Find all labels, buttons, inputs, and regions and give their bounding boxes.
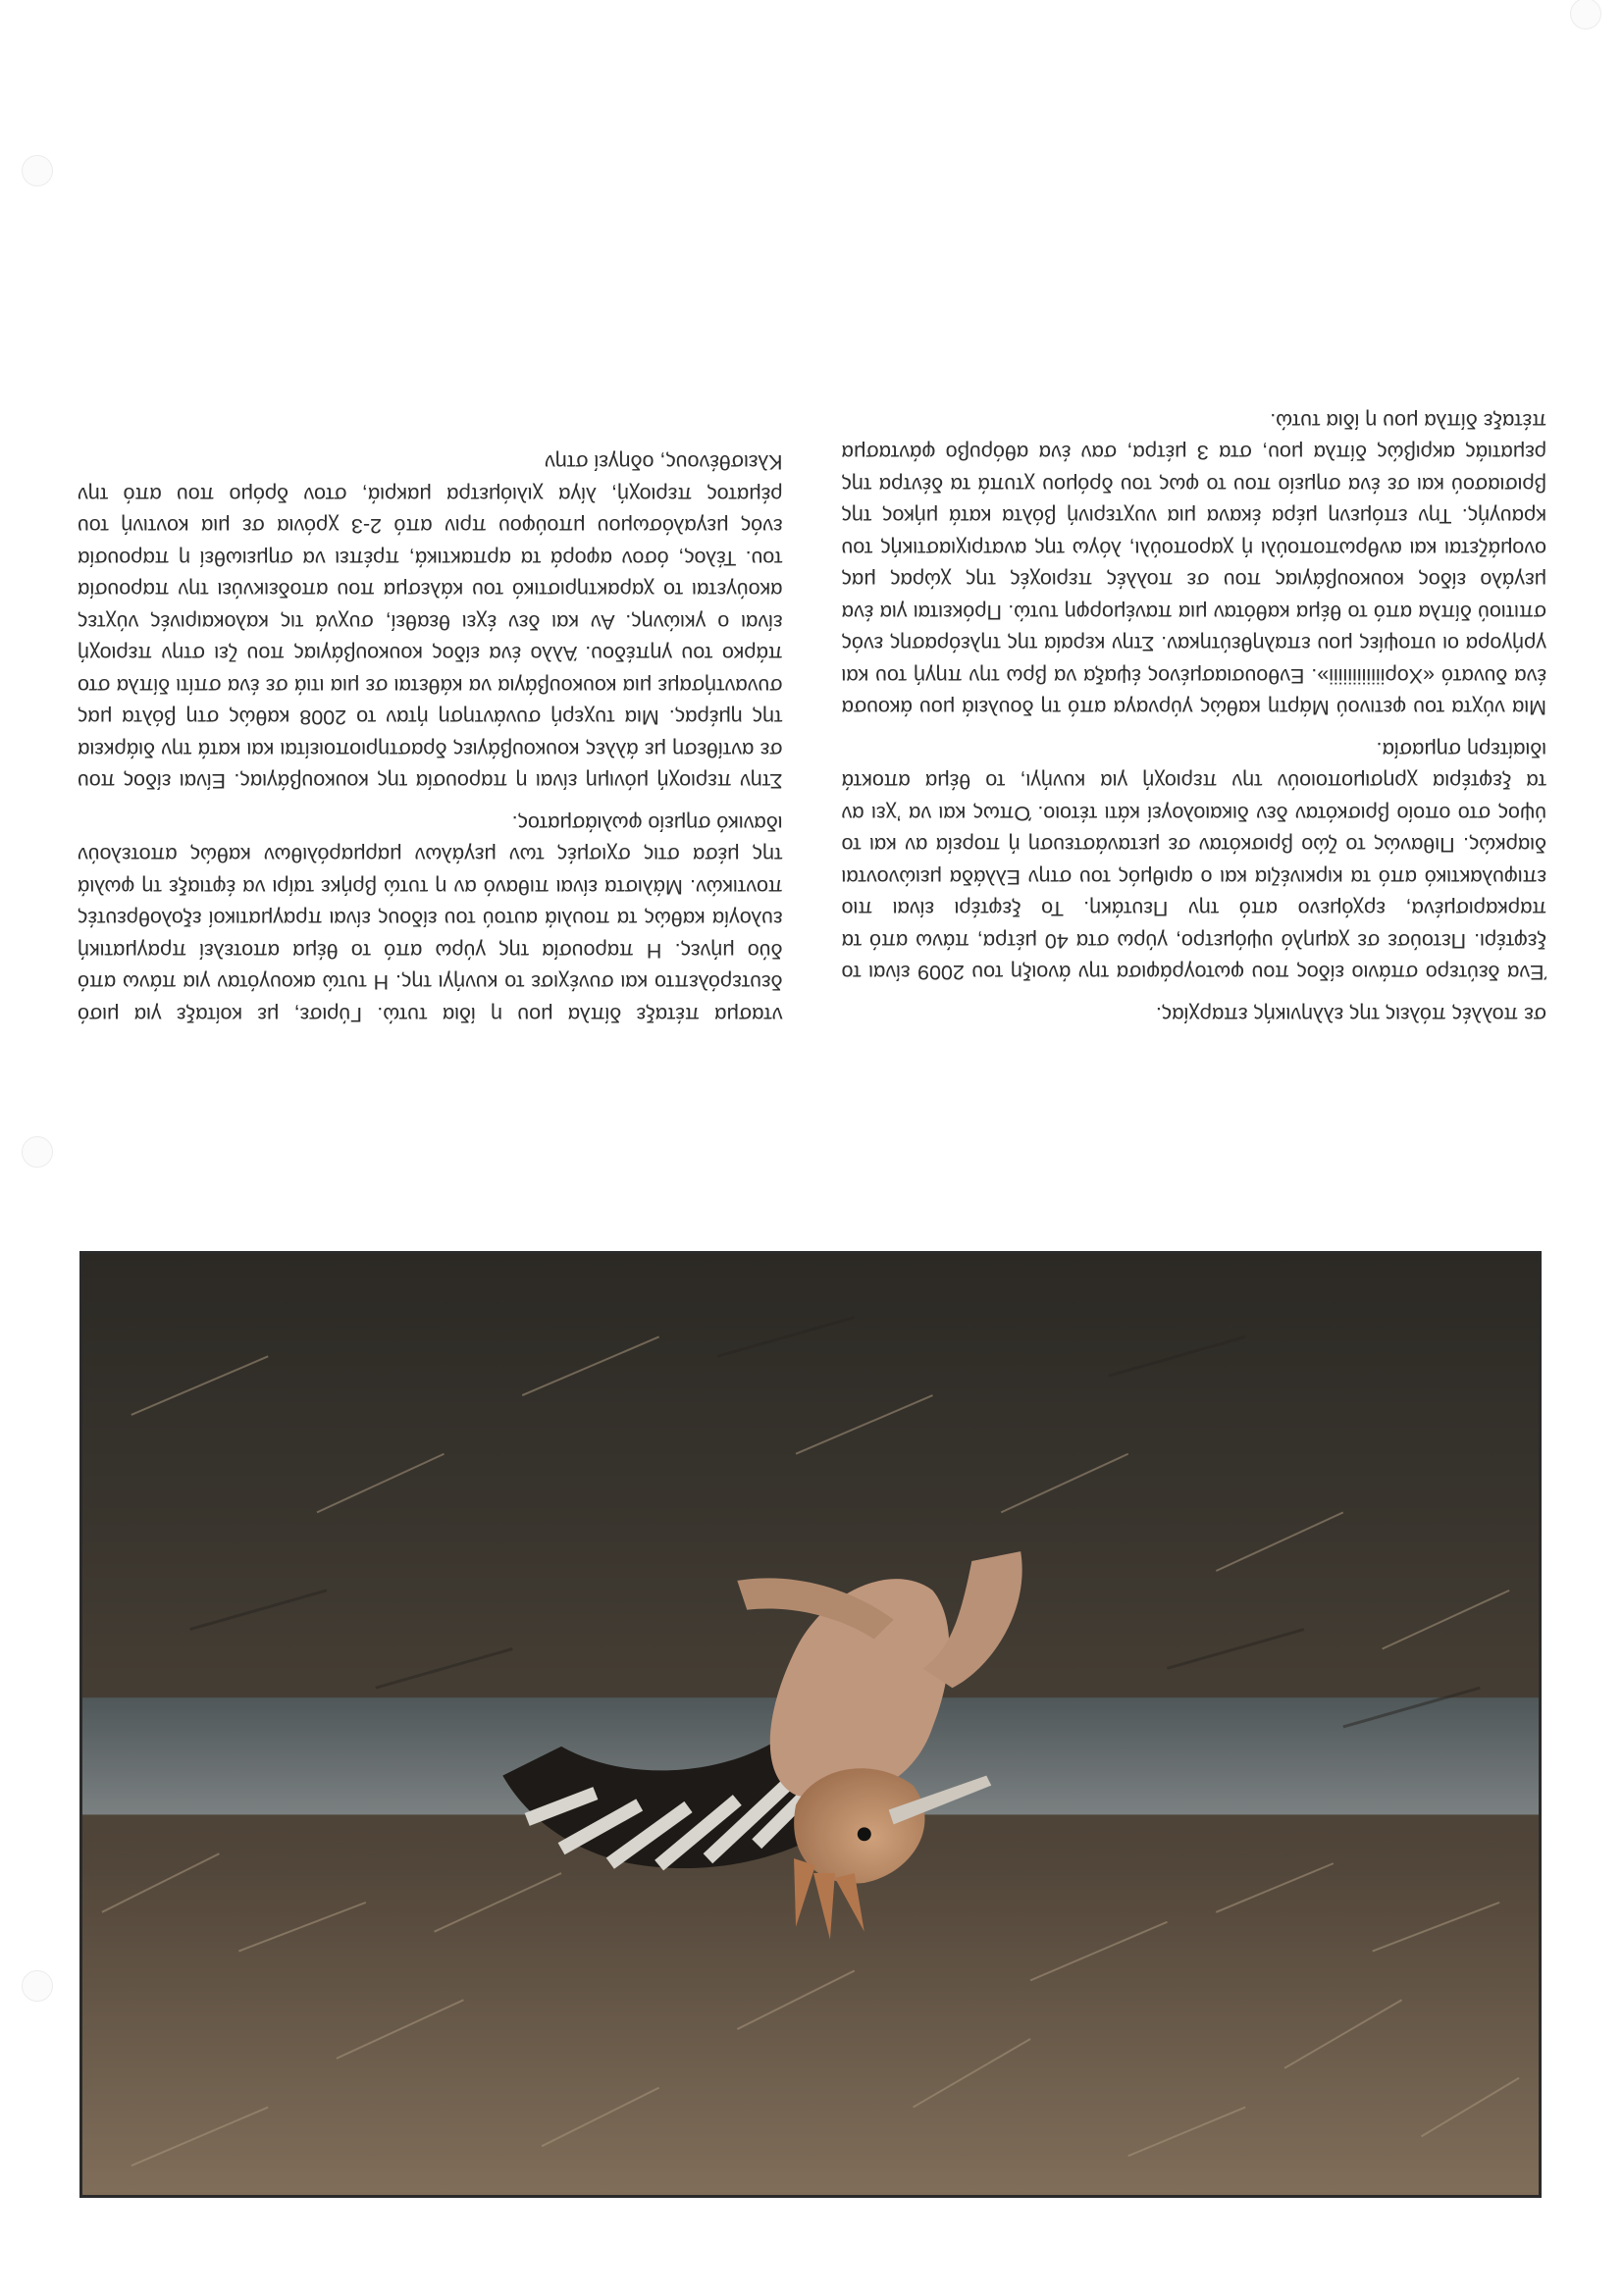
punch-hole	[22, 1136, 53, 1168]
punch-hole	[1570, 0, 1601, 29]
punch-hole	[22, 155, 53, 186]
hoopoe-photo	[79, 1251, 1542, 2198]
article-body	[78, 49, 1546, 1030]
paragraph: Ένα δεύτερο σπάνιο είδος που φωτογράφισα την άνοιξη του 2009 είναι το ξεφτέρι. Πετούσε σε χαμηλό υψόμετρο, γύρω στα 40 μέτρα, πάνω από τα παρκαρισμένα, ερχόμενο από την Πευτάκη. Το ξεφτέρι είναι πιο επιφυλακτικό από τα κιρκινέζια και ο αριθμός του στην Ελλάδα μειώνονται διαρκώς. Πιθανώς το ζώο βρισκόταν σε μετανάστευση ή πορεία αν και το ύψος στο οποίο βρισκόταν δεν δικαιολογεί κάτι τέτοιο. Όπως και να ’χει αν τα ξεφτέρια χρησιμοποιούν την περιοχή για κυνήγι, το θέμα αποκτά ιδιαίτερη σημασία.	[841, 738, 1546, 985]
paragraph: σε πολλές πόλεις της ελληνικής επαρχίας.	[1155, 1003, 1546, 1026]
column-left	[842, 49, 1547, 1030]
paragraph: ντασμα πέταξε δίπλα μου η ίδια τυτώ. Γύρισε, με κοίταξε για μισό δευτερόλεπτο και συνέχισε το κυνήγι της. Η τυτώ ακουγόταν για πάνω από δύο μήνες. Η παρουσία της γύρω από το θέμα αποτελεί πραγματική ευλογία καθώς τα πουλιά αυτού του είδους είναι πραγματικοί εξολοθρευτές ποντικών. Μάλιστα είναι πιθανό αν η τυτώ βρήκε ταίρι να έφτιαξε τη φωλιά της μέσα στις σχισμές των μεγάλων μαρμαρόλιθων καθώς αποτελούν ιδανικό σημείο φωλιάσματος.	[78, 811, 783, 1026]
column-right	[78, 49, 783, 1030]
punch-hole	[22, 1970, 53, 2002]
paragraph: Μια νύχτα του φετινού Μάρτη καθώς γύρναγα από τη δουλειά μου άκουσα ένα δυνατό «Χορiiiiiiiiiiii». Ενθουσιασμένος έψαξα να βρω την πηγή του και γρήγορα οι υποψίες μου επαληθεύτηκαν. Στην κεραία της τηλεόρασης ενός σπιτιού δίπλα από το θέμα καθόταν μια πανέμορφη τυτώ. Πρόκειται για ένα μεγάλο είδος κουκουβάγιας που σε πολλές περιοχές της χώρας μας ονομάζεται και ανθρωποπούλι ή χαροπούλι, λόγω της ανατριχιαστικής του κραυγής. Την επόμενη μέρα έκανα μια νυχτερινή βόλτα κατά μήκος της βρισιασού και σε ένα σημείο που το φως του δρόμου χτυπά τα δέντρα της ρεματιάς ακριβώς δίπλα μου, στα 3 μέτρα, σαν ένα αθόρυβο φάντασμα πέταξε δίπλα μου η ίδια τυτώ.	[841, 409, 1546, 720]
paragraph: Στην περιοχή μόνιμη είναι η παρουσία της κουκουβάγιας. Είναι είδος που σε αντίθεση με άλλες κουκουβάγιες δραστηριοποιείται και κατά την διάρκεια της ημέρας. Μια τυχερή συνάντηση ήταν το 2008 καθώς στη βόλτα μας συναντήσαμε μια κουκουβάγια να κάθεται σε μια ιτιά σε ένα σπίτι δίπλα στο πάρκο του γηπέδου. Άλλο ένα είδος κουκουβάγιας που ζει στην περιοχή είναι ο γκιώνης. Αν και δεν έχει θεαθεί, συχνά τις καλοκαιρινές νύχτες ακούγεται το χαρακτηριστικό του κάλεσμα που αποδεικνύει την παρουσία του. Τέλος, όσον αφορά τα αρπακτικά, πρέπει να σημειωθεί η παρουσία ενός μεγαλόσωμου μπούφου πριν από 2-3 χρόνια σε μια κοντινή του ρέματος περιοχή, λίγα χιλιόμετρα μακριά, στον δρόμο που από την Κλεισθένους, οδηγεί στην	[78, 450, 783, 794]
hoopoe-icon	[82, 1254, 1539, 2195]
